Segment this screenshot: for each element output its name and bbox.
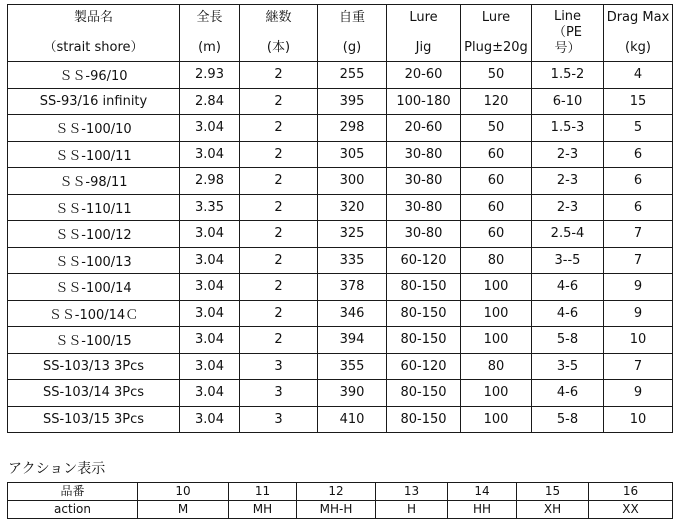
header-weight: 自重 (g) [318,5,387,62]
cell-lure-plug: 100 [461,300,532,327]
cell-lure-plug: 80 [461,247,532,274]
cell-lure-jig: 30-80 [387,221,461,248]
cell-pieces: 2 [240,247,318,274]
cell-length: 3.35 [180,194,240,221]
action-number-row [8,483,673,501]
cell-pieces: 3 [240,353,318,380]
cell-pieces: 2 [240,141,318,168]
cell-length: 3.04 [180,300,240,327]
header-pieces: 継数 (本) [240,5,318,62]
table-row [8,168,673,195]
cell-lure-jig: 80-150 [387,300,461,327]
cell-lure-plug: 50 [461,115,532,142]
cell-length: 3.04 [180,115,240,142]
cell-lure-jig: 30-80 [387,141,461,168]
cell-weight: 320 [318,194,387,221]
cell-pieces: 2 [240,327,318,354]
table-row [8,353,673,380]
cell-line: 2-3 [532,168,604,195]
cell-lure-jig: 80-150 [387,274,461,301]
action-value-cell: H [376,501,448,519]
action-number-cell: 16 [589,483,673,501]
cell-weight: 298 [318,115,387,142]
cell-lure-jig: 30-80 [387,168,461,195]
cell-pieces: 3 [240,406,318,433]
action-number-cell: 15 [517,483,589,501]
header-length: 全長 (m) [180,5,240,62]
header-lure-plug: Lure Plug±20g [461,5,532,62]
action-value-cell: XH [517,501,589,519]
table-row [8,115,673,142]
cell-line: 2-3 [532,141,604,168]
cell-line: 5-8 [532,327,604,354]
table-row [8,141,673,168]
header-row [8,5,673,62]
table-row [8,300,673,327]
cell-product-name: ＳＳ-100/11 [8,141,180,168]
cell-weight: 395 [318,88,387,115]
table-row [8,221,673,248]
cell-length: 3.04 [180,274,240,301]
cell-drag-max: 7 [604,221,673,248]
cell-weight: 410 [318,406,387,433]
cell-drag-max: 5 [604,115,673,142]
cell-line: 6-10 [532,88,604,115]
cell-lure-plug: 120 [461,88,532,115]
action-section-title: アクション表示 [8,461,106,477]
action-row-label-number: 品番 [8,483,138,501]
cell-lure-plug: 60 [461,168,532,195]
cell-length: 3.04 [180,247,240,274]
table-row [8,194,673,221]
cell-lure-plug: 100 [461,406,532,433]
cell-product-name: ＳＳ-98/11 [8,168,180,195]
cell-lure-jig: 80-150 [387,406,461,433]
table-row [8,380,673,407]
cell-lure-plug: 50 [461,62,532,89]
cell-weight: 305 [318,141,387,168]
table-row [8,247,673,274]
cell-drag-max: 9 [604,380,673,407]
cell-drag-max: 10 [604,327,673,354]
action-value-cell: XX [589,501,673,519]
cell-length: 3.04 [180,353,240,380]
cell-product-name: ＳＳ-100/10 [8,115,180,142]
cell-lure-jig: 60-120 [387,247,461,274]
cell-product-name: ＳＳ-110/11 [8,194,180,221]
cell-product-name: SS-103/15 3Pcs [8,406,180,433]
cell-pieces: 2 [240,300,318,327]
table-row [8,88,673,115]
action-value-row [8,501,673,519]
cell-product-name: ＳＳ-100/13 [8,247,180,274]
action-table [7,482,673,519]
cell-weight: 390 [318,380,387,407]
cell-length: 3.04 [180,141,240,168]
cell-drag-max: 9 [604,300,673,327]
cell-line: 4-6 [532,300,604,327]
cell-drag-max: 7 [604,353,673,380]
cell-product-name: ＳＳ-96/10 [8,62,180,89]
cell-pieces: 2 [240,168,318,195]
cell-lure-jig: 80-150 [387,380,461,407]
cell-line: 1.5-3 [532,115,604,142]
cell-weight: 325 [318,221,387,248]
action-value-cell: MH-H [297,501,376,519]
cell-weight: 335 [318,247,387,274]
cell-lure-plug: 80 [461,353,532,380]
cell-drag-max: 6 [604,141,673,168]
cell-product-name: ＳＳ-100/14 [8,274,180,301]
table-row [8,406,673,433]
cell-pieces: 2 [240,274,318,301]
cell-line: 3-5 [532,353,604,380]
action-value-cell: HH [448,501,517,519]
cell-product-name: ＳＳ-100/15 [8,327,180,354]
cell-lure-plug: 100 [461,274,532,301]
header-drag-max: Drag Max (kg) [604,5,673,62]
cell-lure-plug: 60 [461,194,532,221]
cell-lure-jig: 20-60 [387,62,461,89]
cell-lure-plug: 60 [461,141,532,168]
cell-lure-jig: 20-60 [387,115,461,142]
cell-length: 3.04 [180,380,240,407]
table-row [8,274,673,301]
cell-line: 2-3 [532,194,604,221]
cell-lure-plug: 100 [461,327,532,354]
cell-weight: 255 [318,62,387,89]
cell-length: 2.98 [180,168,240,195]
cell-drag-max: 7 [604,247,673,274]
cell-drag-max: 6 [604,194,673,221]
cell-product-name: SS-103/14 3Pcs [8,380,180,407]
table-row [8,62,673,89]
table-row [8,327,673,354]
action-number-cell: 12 [297,483,376,501]
cell-length: 3.04 [180,406,240,433]
cell-drag-max: 6 [604,168,673,195]
cell-length: 2.84 [180,88,240,115]
cell-line: 3--5 [532,247,604,274]
action-number-cell: 14 [448,483,517,501]
action-value-cell: MH [229,501,297,519]
cell-pieces: 2 [240,194,318,221]
cell-length: 2.93 [180,62,240,89]
cell-line: 5-8 [532,406,604,433]
cell-drag-max: 4 [604,62,673,89]
cell-drag-max: 10 [604,406,673,433]
cell-weight: 378 [318,274,387,301]
action-number-cell: 11 [229,483,297,501]
header-lure-jig: Lure Jig [387,5,461,62]
cell-product-name: SS-93/16 infinity [8,88,180,115]
header-line: Line （PE 号） [532,5,604,62]
action-row-label-action: action [8,501,138,519]
cell-pieces: 2 [240,62,318,89]
cell-pieces: 2 [240,88,318,115]
cell-drag-max: 15 [604,88,673,115]
cell-product-name: SS-103/13 3Pcs [8,353,180,380]
cell-line: 2.5-4 [532,221,604,248]
cell-product-name: ＳＳ-100/14Ｃ [8,300,180,327]
spec-table [7,4,673,433]
cell-pieces: 3 [240,380,318,407]
cell-line: 4-6 [532,380,604,407]
cell-lure-jig: 60-120 [387,353,461,380]
action-number-cell: 10 [138,483,229,501]
cell-pieces: 2 [240,115,318,142]
cell-lure-jig: 80-150 [387,327,461,354]
cell-line: 4-6 [532,274,604,301]
cell-length: 3.04 [180,221,240,248]
action-value-cell: M [138,501,229,519]
cell-lure-jig: 100-180 [387,88,461,115]
cell-product-name: ＳＳ-100/12 [8,221,180,248]
cell-lure-plug: 100 [461,380,532,407]
action-number-cell: 13 [376,483,448,501]
cell-lure-plug: 60 [461,221,532,248]
cell-weight: 300 [318,168,387,195]
header-product-name: 製品名 （strait shore） [8,5,180,62]
cell-lure-jig: 30-80 [387,194,461,221]
cell-line: 1.5-2 [532,62,604,89]
cell-weight: 355 [318,353,387,380]
cell-pieces: 2 [240,221,318,248]
cell-length: 3.04 [180,327,240,354]
cell-drag-max: 9 [604,274,673,301]
cell-weight: 346 [318,300,387,327]
cell-weight: 394 [318,327,387,354]
